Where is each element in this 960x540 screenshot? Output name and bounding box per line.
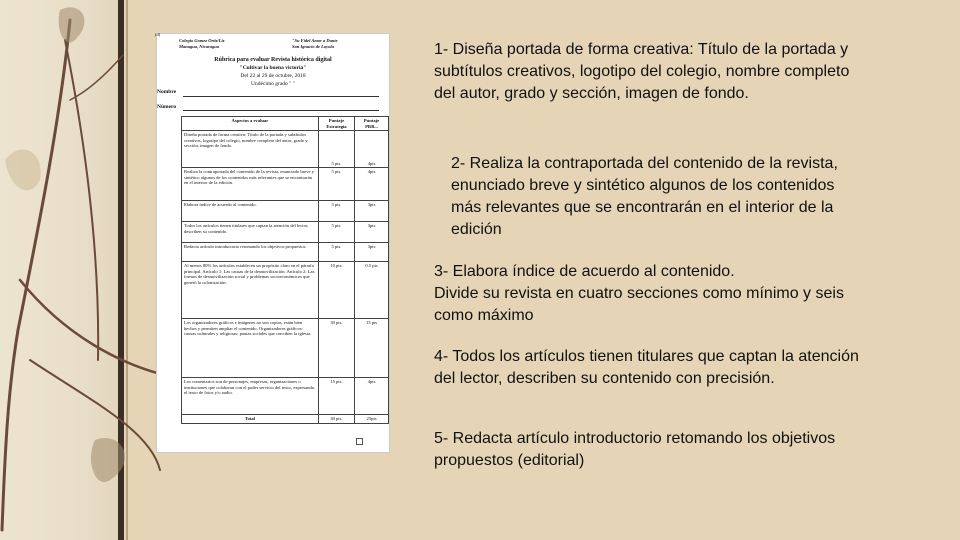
name-label: Nombre bbox=[157, 89, 177, 95]
table-header-cell: Puntaje PRR... bbox=[355, 117, 389, 131]
instruction-line: 1- Diseña portada de forma creativa: Título de la portada y bbox=[434, 41, 849, 58]
points-cell: 30 pts. bbox=[318, 319, 354, 378]
instruction-line: Divide su revista en cuatro secciones como mínimo y seis bbox=[434, 285, 844, 302]
name-line bbox=[183, 96, 379, 97]
header-right-line: "Su Fidel Amor a Dante bbox=[292, 38, 338, 43]
score-cell: 0.5 pts bbox=[355, 262, 389, 319]
instruction-line: del autor, grado y sección, imagen de fondo. bbox=[434, 85, 749, 102]
aspect-cell: Los comentarios son de personajes, empresas, organizaciones o instituciones que colaboran con el poder servicio del texto, expresando, el texto de fotos y/o audio. bbox=[182, 378, 319, 415]
score-cell: 3pts bbox=[355, 201, 389, 222]
table-total-row bbox=[182, 415, 389, 424]
table-header-cell: Puntaje Estrategia bbox=[318, 117, 354, 131]
points-cell: 30 pts. bbox=[318, 415, 354, 424]
instruction-line: 2- Realiza la contraportada del contenido de la revista, bbox=[451, 155, 838, 172]
instruction-line: como máximo bbox=[434, 307, 534, 324]
table-row bbox=[182, 222, 389, 243]
instruction-1 bbox=[434, 39, 849, 105]
corner-mark: (d) bbox=[155, 32, 161, 37]
aspect-cell: Al menos 80% los artículos establecen un propósito claro en el párrafo principal. Artículo 1: Las causas de la desmovilización. Artículo 2: Las formas de desmovilización social y problemas socioeconómicos que generó la colonización. bbox=[182, 262, 319, 319]
checkbox-icon bbox=[356, 438, 363, 445]
instruction-4 bbox=[434, 346, 859, 390]
rubric-document-image bbox=[157, 34, 389, 452]
table-row bbox=[182, 168, 389, 201]
table-row bbox=[182, 378, 389, 415]
points-cell: 5 pts. bbox=[318, 243, 354, 262]
points-cell: 15 pts. bbox=[318, 378, 354, 415]
table-row bbox=[182, 131, 389, 168]
table-header-cell: Aspectos a evaluar bbox=[182, 117, 319, 131]
instruction-2 bbox=[451, 153, 838, 241]
score-cell: 25pts bbox=[355, 415, 389, 424]
instruction-line: 4- Todos los artículos tienen titulares que captan la atención bbox=[434, 348, 859, 365]
instruction-line: 3- Elabora índice de acuerdo al contenido. bbox=[434, 263, 735, 280]
score-cell: 4pts bbox=[355, 168, 389, 201]
score-cell: 3pts bbox=[355, 222, 389, 243]
rubric-grade: Undécimo grado " " bbox=[250, 81, 296, 87]
header-left-line: Colegio Gomez Ortiz/Liz bbox=[179, 38, 225, 43]
aspect-cell: Redacta artículo introductorio retomando los objetivos propuestos. bbox=[182, 243, 319, 262]
table-header-row bbox=[182, 117, 389, 131]
score-cell: 4pts bbox=[355, 378, 389, 415]
instruction-line: del lector, describen su contenido con precisión. bbox=[434, 370, 775, 387]
score-cell: 15 pts bbox=[355, 319, 389, 378]
header-left bbox=[179, 38, 225, 50]
instruction-line: subtítulos creativos, logotipo del colegio, nombre completo bbox=[434, 63, 850, 80]
points-cell: 5 pts. bbox=[318, 131, 354, 168]
table-row bbox=[182, 201, 389, 222]
number-label: Número bbox=[157, 104, 177, 110]
instruction-line: enunciado breve y sintético algunos de los contenidos bbox=[451, 177, 835, 194]
rubric-table bbox=[181, 116, 389, 424]
table-row bbox=[182, 319, 389, 378]
instruction-line: más relevantes que se encontrarán en el interior de la bbox=[451, 199, 834, 216]
aspect-cell: Los organizadores gráficos e imágenes no son copias, están bien hechos y permiten ampliar el contenido. Organizadores gráficos: causas culturales y religiosas; pautas sociales que conciben la iglesia. bbox=[182, 319, 319, 378]
score-cell: 4pts bbox=[355, 131, 389, 168]
aspect-cell: Diseña portada de forma creativa: Título de la portada y subtítulos creativos, logotipo del colegio, nombre completo del autor, grado y sección, imagen de fondo. bbox=[182, 131, 319, 168]
instruction-line: propuestos (editorial) bbox=[434, 452, 585, 469]
points-cell: 5 pts. bbox=[318, 168, 354, 201]
instruction-5 bbox=[434, 428, 835, 472]
header-left-line: Managua, Nicaragua bbox=[179, 44, 220, 49]
table-row bbox=[182, 262, 389, 319]
table-row bbox=[182, 243, 389, 262]
points-cell: 10 pts. bbox=[318, 262, 354, 319]
number-line bbox=[183, 110, 379, 111]
aspect-cell: Todos los artículos tienen titulares que captan la atención del lector, describen su contenido. bbox=[182, 222, 319, 243]
instruction-3 bbox=[434, 261, 844, 327]
rubric-subtitle: "Cultivar la buena victoria" bbox=[239, 65, 307, 71]
score-cell: 3pts bbox=[355, 243, 389, 262]
aspect-cell: Total bbox=[182, 415, 319, 424]
header-right bbox=[292, 38, 338, 50]
rubric-title: Rúbrica para evaluar Revista histórica digital bbox=[214, 57, 332, 63]
header-right-line: San Ignacio de Loyola bbox=[292, 44, 334, 49]
rubric-dates: Del 22 al 29 de octubre, 2018 bbox=[240, 73, 306, 79]
instruction-line: 5- Redacta artículo introductorio retomando los objetivos bbox=[434, 430, 836, 447]
points-cell: 5 pts. bbox=[318, 201, 354, 222]
aspect-cell: Realiza la contraportada del contenido de la revista, enunciado breve y sintético algunos de los contenidos más relevantes que se encontrarán en el interior de la edición. bbox=[182, 168, 319, 201]
instruction-line: edición bbox=[451, 221, 502, 238]
points-cell: 5 pts. bbox=[318, 222, 354, 243]
aspect-cell: Elabora índice de acuerdo al contenido. bbox=[182, 201, 319, 222]
